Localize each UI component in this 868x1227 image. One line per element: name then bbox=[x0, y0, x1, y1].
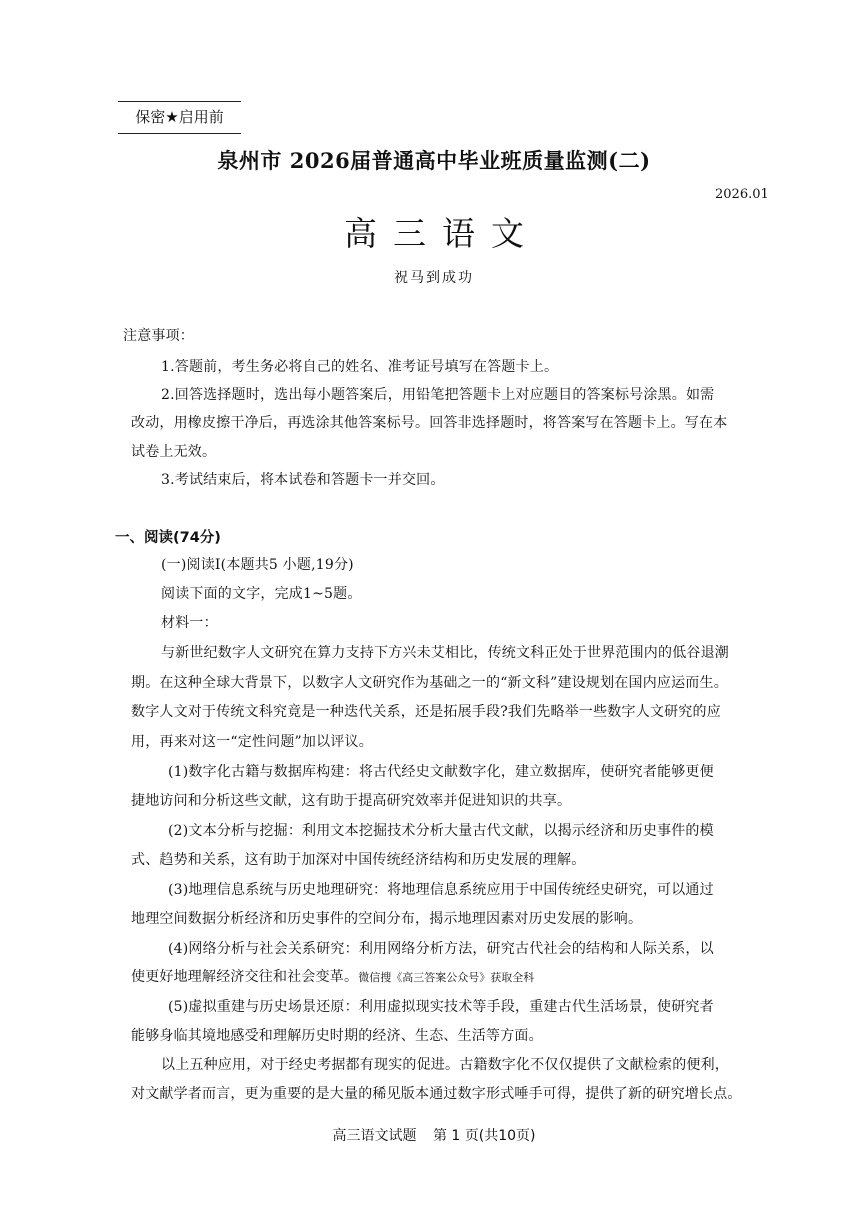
body-line: 式、趋势和关系，这有助于加深对中国传统经济结构和历史发展的理解。 bbox=[131, 852, 586, 868]
body-line bbox=[131, 966, 534, 986]
motto: 祝马到成功 bbox=[394, 270, 474, 286]
notes-title: 注意事项： bbox=[123, 328, 194, 344]
body-line: 捷地访问和分析这些文献，这有助于提高研究效率并促进知识的共享。 bbox=[131, 793, 572, 809]
notes-item: 1.答题前，考生务必将自己的姓名、准考证号填写在答题卡上。 bbox=[161, 359, 559, 375]
confidential-label: 保密★启用前 bbox=[118, 101, 241, 134]
material-label: 材料一： bbox=[161, 615, 218, 631]
body-line: (4)网络分析与社会关系研究：利用网络分析方法，研究古代社会的结构和人际关系，以 bbox=[168, 941, 714, 957]
instruction: 阅读下面的文字，完成1~5题。 bbox=[161, 586, 362, 602]
body-line: 期。在这种全球大背景下，以数字人文研究作为基础之一的“新文科”建设规划在国内应运而生。 bbox=[131, 675, 728, 691]
body-line: 数字人文对于传统文科究竟是一种迭代关系，还是拓展手段?我们先略举一些数字人文研究的应 bbox=[131, 704, 721, 720]
body-line: 地理空间数据分析经济和历史事件的空间分布，揭示地理因素对历史发展的影响。 bbox=[131, 911, 643, 927]
body-line: (3)地理信息系统与历史地理研究：将地理信息系统应用于中国传统经史研究，可以通过 bbox=[168, 882, 714, 898]
page-footer bbox=[0, 1125, 868, 1145]
notes-item: 试卷上无效。 bbox=[131, 444, 217, 460]
subject-title: 高三语文 bbox=[344, 214, 540, 253]
watermark-text: 微信搜《高三答案公众号》获取全科 bbox=[358, 971, 535, 984]
body-line: 能够身临其境地感受和理解历史时期的经济、生态、生活等方面。 bbox=[131, 1028, 543, 1044]
body-line: 对文献学者而言，更为重要的是大量的稀见版本通过数字形式唾手可得，提供了新的研究增长点。 bbox=[131, 1086, 742, 1102]
body-line-text: 使更好地理解经济交往和社会变革。 bbox=[131, 969, 359, 985]
exam-title: 泉州市 2026届普通高中毕业班质量监测(二) bbox=[217, 148, 651, 173]
footer-page-info: 第 1 页(共10页) bbox=[432, 1128, 536, 1144]
notes-item: 3.考试结束后，将本试卷和答题卡一并交回。 bbox=[161, 472, 445, 488]
body-line: 与新世纪数字人文研究在算力支持下方兴未艾相比，传统文科正处于世界范围内的低谷退潮 bbox=[161, 645, 729, 661]
section-heading: 一、阅读(74分) bbox=[115, 530, 221, 546]
notes-item: 改动，用橡皮擦干净后，再选涂其他答案标号。回答非选择题时，将答案写在答题卡上。写在本 bbox=[131, 415, 728, 431]
notes-item: 2.回答选择题时，选出每小题答案后，用铅笔把答题卡上对应题目的答案标号涂黑。如需 bbox=[161, 387, 715, 403]
footer-paper-name: 高三语文试题 bbox=[332, 1128, 417, 1144]
body-line: (2)文本分析与挖掘：利用文本挖掘技术分析大量古代文献，以揭示经济和历史事件的模 bbox=[168, 823, 714, 839]
exam-date: 2026.01 bbox=[715, 187, 769, 202]
body-line: (1)数字化古籍与数据库构建：将古代经史文献数字化，建立数据库，使研究者能够更便 bbox=[168, 764, 714, 780]
body-line: 以上五种应用，对于经史考据都有现实的促进。古籍数字化不仅仅提供了文献检索的便利， bbox=[161, 1057, 729, 1073]
body-line: (5)虚拟重建与历史场景还原：利用虚拟现实技术等手段，重建古代生活场景，使研究者 bbox=[168, 999, 714, 1015]
body-line: 用，再来对这一“定性问题”加以评议。 bbox=[131, 734, 373, 750]
sub-heading: (一)阅读Ⅰ(本题共5 小题,19分) bbox=[161, 557, 354, 573]
